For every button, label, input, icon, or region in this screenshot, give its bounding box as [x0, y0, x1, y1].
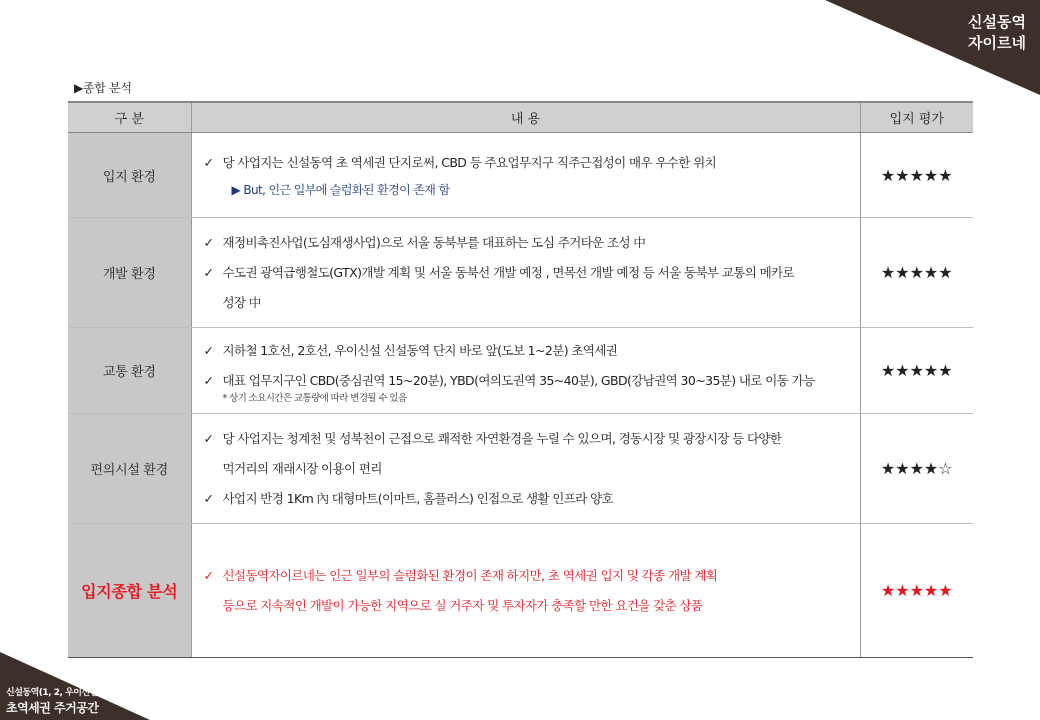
bullet-text: 등으로 지속적인 개발이 가능한 지역으로 실 거주자 및 투자자가 충족할 만한 요건을 갖춘 상품 [222, 597, 703, 613]
bullet-continuation [204, 288, 852, 318]
check-icon: ✓ [203, 155, 214, 170]
brand-line-2: 자이르네 [968, 34, 1026, 52]
row-content [191, 414, 860, 524]
header-category: 구 분 [68, 102, 191, 133]
row-category: 개발 환경 [68, 218, 191, 328]
bullet-text: 당 사업지는 청계천 및 성북천이 근접으로 쾌적한 자연환경을 누릴 수 있으며, 경동시장 및 광장시장 등 다양한 [222, 430, 782, 446]
rating-stars: ★★★★★ [860, 524, 973, 658]
bullet-text: 대표 업무지구인 CBD(중심권역 15~20분), YBD(여의도권역 35~40분), GBD(강남권역 30~35분) 내로 이동 가능 [222, 373, 815, 388]
rating-stars: ★★★★☆ [860, 414, 973, 524]
rating-stars: ★★★★★ [860, 133, 973, 218]
brand-label-top [968, 12, 1026, 54]
brand-label-bottom [6, 687, 101, 716]
check-icon: ✓ [203, 373, 214, 388]
check-icon: ✓ [203, 234, 214, 250]
bullet-item [204, 424, 852, 454]
analysis-table [68, 101, 973, 658]
bullet-text: 당 사업지는 신설동역 초 역세권 단지로써, CBD 등 주요업무지구 직주근접성이 매우 우수한 위치 [222, 155, 717, 170]
footnote: * 상기 소요시간은 교통량에 따라 변경될 수 있음 [222, 393, 407, 404]
bullet-item [204, 258, 852, 288]
row-content [191, 524, 860, 658]
row-content [191, 328, 860, 414]
table-row-transport [68, 328, 973, 414]
check-icon: ✓ [203, 430, 214, 446]
header-content: 내 용 [191, 102, 860, 133]
header-rating: 입지 평가 [860, 102, 973, 133]
section-title: ▶종합 분석 [74, 81, 132, 95]
rating-stars: ★★★★★ [860, 328, 973, 414]
row-content [191, 218, 860, 328]
bullet-text: 먹거리의 재래시장 이용이 편리 [222, 460, 382, 476]
row-category: 입지종합 분석 [68, 524, 191, 658]
row-content [191, 133, 860, 218]
bullet-item [204, 336, 852, 366]
table-row-amenities [68, 414, 973, 524]
bullet-item [204, 561, 852, 591]
row-category: 교통 환경 [68, 328, 191, 414]
row-category: 입지 환경 [68, 133, 191, 218]
bullet-item [204, 484, 852, 514]
row-category: 편의시설 환경 [68, 414, 191, 524]
bullet-text: 수도권 광역급행철도(GTX)개발 계획 및 서울 동북선 개발 예정 , 면목선 개발 예정 등 서울 동북부 교통의 메카로 [222, 264, 794, 280]
bullet-item [204, 366, 852, 396]
check-icon: ✓ [203, 490, 214, 506]
bullet-text: 재정비촉진사업(도심재생사업)으로 서울 동북부를 대표하는 도심 주거타운 조성 中 [222, 234, 646, 250]
check-icon: ✓ [203, 343, 214, 358]
sub-note: ▶ But, 인근 일부에 슬럼화된 환경이 존재 함 [231, 183, 450, 197]
bullet-continuation [204, 454, 852, 484]
table-row-development [68, 218, 973, 328]
bullet-text: 성장 中 [222, 294, 261, 310]
bullet-text: 신설동역자이르네는 인근 일부의 슬럼화된 환경이 존재 하지만, 초 역세권 입지 및 각종 개발 계획 [222, 567, 718, 583]
check-icon: ✓ [203, 264, 214, 280]
check-icon: ✓ [203, 567, 214, 583]
table-header-row [68, 102, 973, 133]
brand-bottom-line-1: 신설동역(1, 2, 우이신설) [6, 688, 102, 698]
table-row-overall [68, 524, 973, 658]
bullet-item [204, 148, 852, 178]
brand-bottom-line-2: 초역세권 주거공간 [6, 701, 99, 715]
bullet-text: 사업지 반경 1Km 內 대형마트(이마트, 홈플러스) 인접으로 생활 인프라 양호 [222, 490, 614, 506]
bullet-text: 지하철 1호선, 2호선, 우이신설 신설동역 단지 바로 앞(도보 1~2분) 초역세권 [222, 343, 618, 358]
brand-line-1: 신설동역 [968, 13, 1026, 31]
rating-stars: ★★★★★ [860, 218, 973, 328]
bullet-continuation [204, 591, 852, 621]
bullet-item [204, 228, 852, 258]
table-row-location [68, 133, 973, 218]
